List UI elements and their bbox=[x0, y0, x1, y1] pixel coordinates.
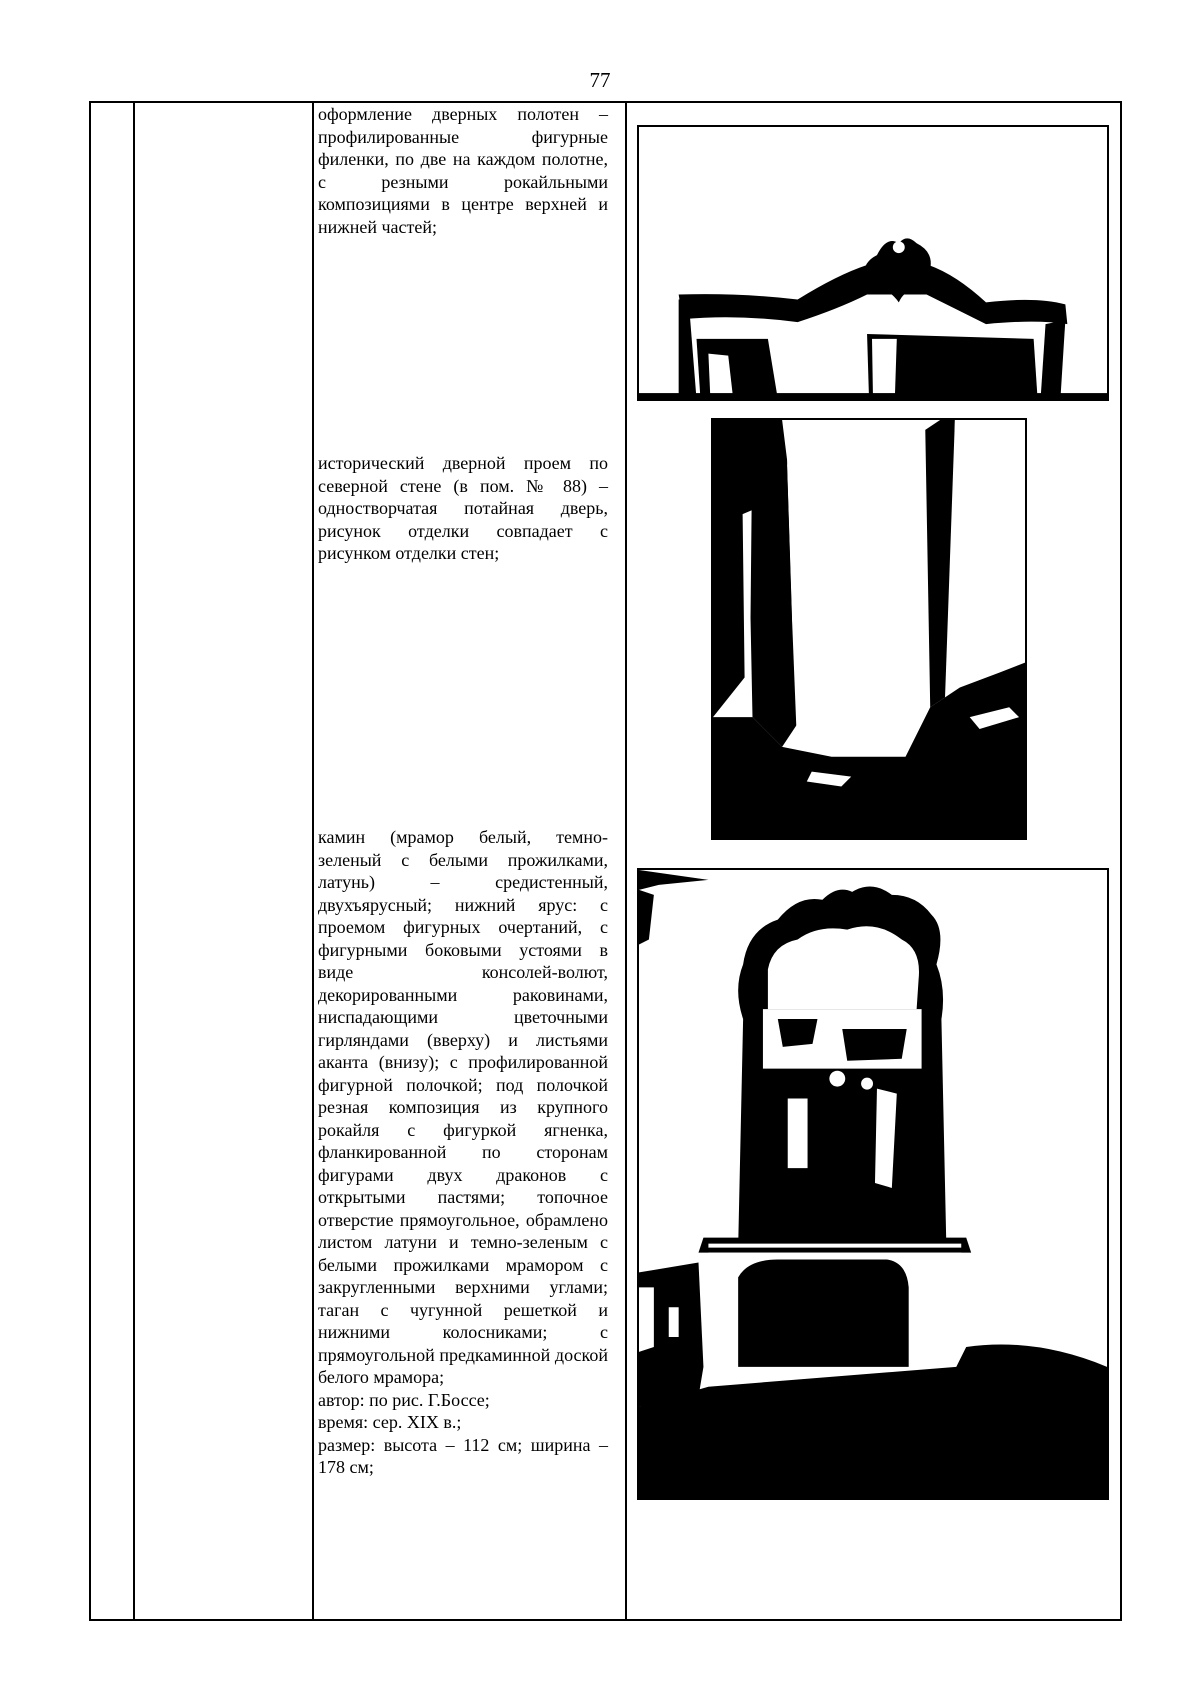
table-left-border bbox=[89, 101, 91, 1621]
column-divider-1 bbox=[133, 101, 135, 1621]
column-divider-2 bbox=[312, 101, 314, 1621]
page-number: 77 bbox=[589, 68, 611, 92]
column-divider-3 bbox=[625, 101, 627, 1621]
fireplace-image bbox=[639, 870, 1107, 1498]
door-panels-text: оформление дверных полотен – профилированные фигурные филенки, по две на каждом полотне, с резными рокайльными композициями в центре верхней и нижней частей; bbox=[318, 104, 608, 237]
photo-fireplace bbox=[637, 868, 1109, 1500]
table-right-border bbox=[1120, 101, 1122, 1621]
table-bottom-border bbox=[89, 1619, 1122, 1621]
fireplace-text: камин (мрамор белый, темно-зеленый с белыми прожилками, латунь) – средистенный, двухъярусный; нижний ярус: с проемом фигурных очертаний, с фигурными боковыми устоями в виде консолей-волют, декорированными раковинами, ниспадающими цветочными гирляндами (вверху) и листьями аканта (внизу); с профилированной фигурной полочкой; под полочкой резная композиция из крупного рокайля с фигуркой ягненка, фланкированной по сторонам фигурами двух драконов с открытыми пастями; топочное отверстие прямоугольное, обрамлено листом латуни и темно-зеленым с белыми прожилками мрамором с закругленными верхними углами; таган с чугунной решеткой и нижними колосниками; с прямоугольной предкаминной доской белого мрамора; bbox=[318, 827, 608, 1387]
time-text: время: сер. XIX в.; bbox=[318, 1412, 462, 1432]
hidden-door-text: исторический дверной проем по северной стене (в пом. № 88) – одностворчатая потайная дверь, рисунок отделки совпадает с рисунком отделки стен; bbox=[318, 453, 608, 563]
hidden-door-description bbox=[318, 452, 608, 565]
author-text: автор: по рис. Г.Боссе; bbox=[318, 1389, 490, 1410]
hidden-door-image bbox=[713, 420, 1025, 838]
photo-hidden-door bbox=[711, 418, 1027, 840]
door-panels-description bbox=[318, 103, 608, 238]
photo-mirror-crest bbox=[637, 125, 1109, 401]
mirror-crest-image bbox=[639, 127, 1107, 399]
fireplace-description bbox=[318, 826, 608, 1479]
size-text: размер: высота – 112 см; ширина – 178 см; bbox=[318, 1434, 608, 1477]
